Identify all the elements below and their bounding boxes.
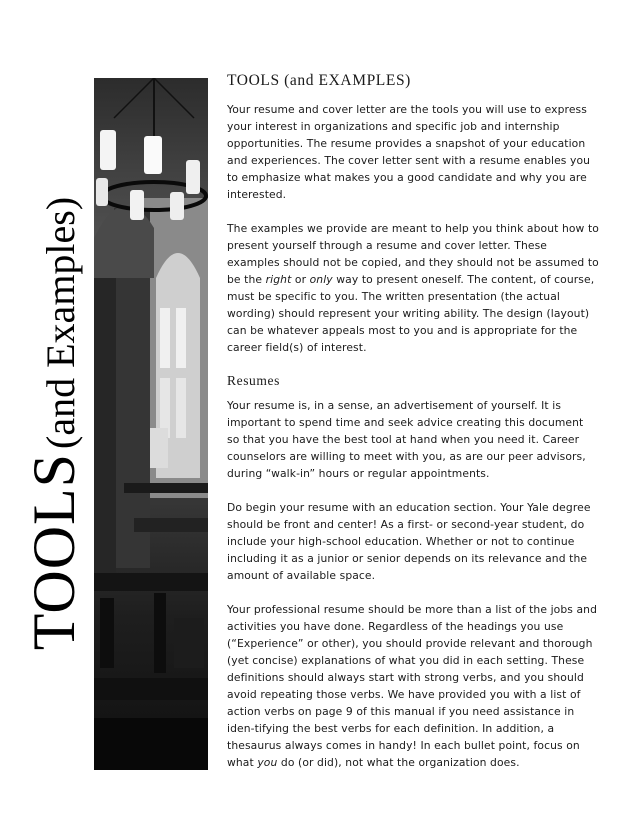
resumes-paragraph-1: Your resume is, in a sense, an advertisement of yourself. It is important to spend time and seek advice creating this document so that you have the best tool at hand when you need it. Career counselors are willing to meet with you, as are our peer advisors, during “walk-in” hours or regular appointments. <box>227 399 586 480</box>
vertical-title-main: TOOLS <box>21 452 88 650</box>
resumes-paragraph-2: Do begin your resume with an education section. Your Yale degree should be front and center! As a first- or second-year student, do include your high-school education. Whether or not to continue including it as a junior or senior depends on its relevance and the amount of available space. <box>227 501 591 582</box>
intro-text: The examples we provide are meant to help you think about how to present yourself through a resume and cover letter. These examples should not be copied, and they should not be assumed to be the <box>227 222 599 286</box>
vertical-section-title <box>21 78 88 768</box>
intro-text: way to present oneself. The content, of course, must be specific to you. The written presentation (the actual wording) should represent your writing ability. The design (layout) can be whatever appeals most to you and is appropriate for the career field(s) of interest. <box>227 273 595 354</box>
page-title: TOOLS (and EXAMPLES) <box>227 72 411 89</box>
emphasis-you: you <box>257 756 278 769</box>
emphasis-right: right <box>265 273 292 286</box>
main-content <box>227 72 599 788</box>
intro-text: or <box>291 273 310 286</box>
resumes-text: Your professional resume should be more than a list of the jobs and activities you have done. Regardless of the headings you use (“Experience” or other), you should provide relevant and thorough (yet concise) explanations of what you did in each setting. These definitions should always start with strong verbs, and you should avoid repeating those verbs. We have provided you with a list of action verbs on page 9 of this manual if you need assistance in iden-tifying the best verbs for each definition. In addition, a thesaurus always comes in handy! In each bullet point, focus on what <box>227 603 598 769</box>
vertical-title-sub: (and Examples) <box>38 196 84 449</box>
resumes-text: do (or did), not what the organization does. <box>277 756 520 769</box>
resumes-paragraph-3 <box>227 601 599 771</box>
vertical-title-text <box>21 196 90 649</box>
library-hall-photo <box>94 78 208 770</box>
intro-paragraph-1: Your resume and cover letter are the tools you will use to express your interest in organizations and specific job and internship opportunities. The resume provides a snapshot of your education and experiences. The cover letter sent with a resume enables you to emphasize what makes you a good candidate and why you are interested. <box>227 103 591 201</box>
emphasis-only: only <box>309 273 333 286</box>
intro-paragraph-2 <box>227 220 599 356</box>
section-heading-resumes: Resumes <box>227 373 280 388</box>
